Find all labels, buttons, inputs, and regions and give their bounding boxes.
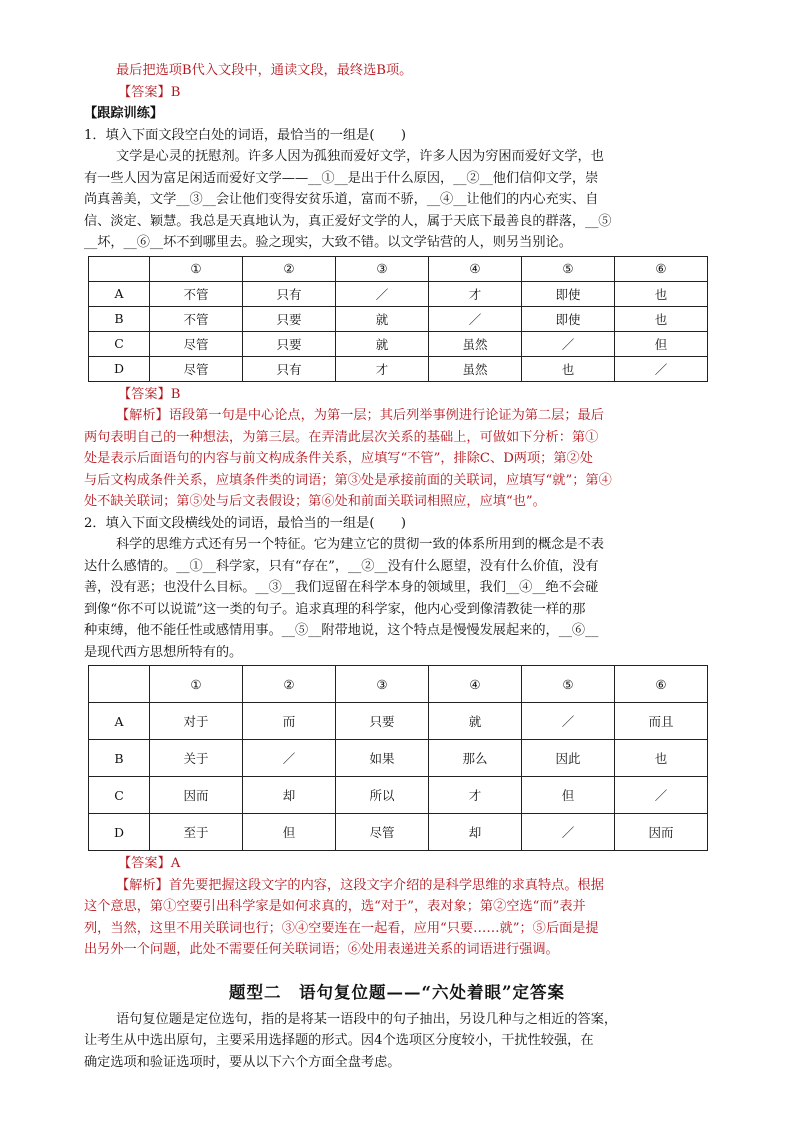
table-cell: 关于 [150,740,243,777]
table-cell: 也 [615,281,708,306]
table-cell: 至于 [150,814,243,851]
table-row [89,356,708,381]
document-page [84,60,710,1073]
table-cell: 虽然 [429,356,522,381]
q2-options-table [88,665,708,851]
q2-line-5: 种束缚，他不能任性或感情用事。__⑤__附带地说，这个特点是慢慢发展起来的，__⑥__ [84,623,599,638]
table-row [89,281,708,306]
table-cell: 就 [336,331,429,356]
q1-line-1: 文学是心灵的抚慰剂。许多人因为孤独而爱好文学，许多人因为穷困而爱好文学，也 [116,149,604,164]
table-cell: 不管 [150,306,243,331]
table-cell: 所以 [336,777,429,814]
table-cell: ② [243,256,336,281]
section-title: 题型二 语句复位题——“六处着眼”定答案 [229,982,565,1002]
q2-line-1: 科学的思维方式还有另一个特征。它为建立它的贯彻一致的体系所用到的概念是不表 [116,537,604,552]
table-row [89,331,708,356]
table-cell [89,666,150,703]
table-cell: 而 [243,703,336,740]
table-cell: 就 [429,703,522,740]
table-cell: ① [150,666,243,703]
table-cell: 才 [336,356,429,381]
q1-stem: 1．填入下面文段空白处的词语，最恰当的一组是( ) [84,127,406,143]
table-cell: ／ [615,777,708,814]
q2-line-4: 到像“你不可以说谎”这一类的句子。追求真理的科学家，他内心受到像清教徒一样的那 [84,601,586,617]
q1-analysis-line: 处不缺关联词；第⑤处与后文表假设；第⑥处和前面关联词相照应，应填“也”。 [84,494,546,509]
table-cell [89,256,150,281]
table-cell: 但 [615,331,708,356]
table-cell: D [89,814,150,851]
table-header-row [89,666,708,703]
table-cell: B [89,740,150,777]
table-cell: 虽然 [429,331,522,356]
table-cell: 如果 [336,740,429,777]
q1-analysis-line: 【解析】语段第一句是中心论点，为第一层；其后列举事例进行论证为第二层；最后 [116,408,604,423]
q1-line-4: 信、淡定、颖慧。我总是天真地认为，真正爱好文学的人，属于天底下最善良的群落，__⑤ [84,213,612,229]
table-cell: 只有 [243,356,336,381]
table-cell: 却 [429,814,522,851]
q2-analysis-line: 出另外一个问题，此处不需要任何关联词语；⑥处用表递进关系的词语进行强调。 [84,942,559,957]
q1-analysis-line: 两句表明自己的一种想法，为第三层。在弄清此层次关系的基础上，可做如下分析：第① [84,429,599,445]
section-body-line: 让考生从中选出原句，主要采用选择题的形式。因4个选项区分度较小，干扰性较强，在 [84,1033,594,1048]
q2-line-6: 是现代西方思想所特有的。 [84,644,243,660]
table-header-row [89,256,708,281]
table-cell: ／ [522,703,615,740]
table-cell: B [89,306,150,331]
table-cell: 却 [243,777,336,814]
table-cell: 尽管 [150,331,243,356]
table-cell: 即使 [522,306,615,331]
table-row [89,814,708,851]
q2-answer: 【答案】A [118,856,181,871]
q2-analysis-line: 【解析】首先要把握这段文字的内容，这段文字介绍的是科学思维的求真特点。根据 [116,877,604,893]
q1-line-2: 有一些人因为富足闲适而爱好文学——__①__是出于什么原因，__②__他们信仰文学，崇 [84,170,599,186]
table-cell: 因而 [150,777,243,814]
table-cell: 因而 [615,814,708,851]
table-cell: C [89,331,150,356]
table-cell: 但 [243,814,336,851]
table-row [89,703,708,740]
table-cell: 那么 [429,740,522,777]
q1-options-table [88,256,708,382]
table-cell: C [89,777,150,814]
q1-analysis-line: 与后文构成条件关系，应填条件类的词语；第③处是承接前面的关联词，应填写“就”；第④ [84,472,612,488]
table-cell: ④ [429,256,522,281]
q2-stem: 2．填入下面文段横线处的词语，最恰当的一组是( ) [84,515,406,531]
table-cell: D [89,356,150,381]
table-cell: ／ [243,740,336,777]
q1-answer: 【答案】B [118,386,181,402]
table-cell: ① [150,256,243,281]
table-row [89,777,708,814]
table-cell: 才 [429,777,522,814]
intro-answer: 【答案】B [118,84,181,100]
table-cell: ⑤ [522,256,615,281]
section-body-line: 语句复位题是定位选句，指的是将某一语段中的句子抽出，另设几种与之相近的答案， [116,1011,618,1027]
table-cell: ② [243,666,336,703]
table-cell: 因此 [522,740,615,777]
q1-line-5: __坏，__⑥__坏不到哪里去。验之现实，大致不错。以文学钻营的人，则另当别论。 [84,235,572,250]
q2-analysis-line: 列，当然，这里不用关联词也行；③④空要连在一起看，应用“只要……就”；⑤后面是提 [84,920,599,936]
table-cell: ⑥ [615,256,708,281]
table-cell: A [89,281,150,306]
table-cell: ③ [336,256,429,281]
table-cell: 才 [429,281,522,306]
table-cell: 不管 [150,281,243,306]
table-cell: 也 [522,356,615,381]
q1-line-3: 尚真善美，文学__③__会让他们变得安贫乐道，富而不骄，__④__让他们的内心充实、自 [84,192,599,207]
table-cell: 而且 [615,703,708,740]
table-cell: ⑥ [615,666,708,703]
q2-line-2: 达什么感情的。__①__科学家，只有“存在”，__②__没有什么愿望，没有什么价值，没有 [84,558,599,574]
table-cell: 只要 [243,306,336,331]
table-cell: ／ [615,356,708,381]
q2-analysis-line: 这个意思，第①空要引出科学家是如何求真的，选“对于”，表对象；第②空选“而”表并 [84,899,586,914]
table-cell: 对于 [150,703,243,740]
table-cell: 只要 [243,331,336,356]
table-cell: 也 [615,740,708,777]
table-cell: 尽管 [150,356,243,381]
table-row [89,740,708,777]
table-cell: A [89,703,150,740]
table-cell: 尽管 [336,814,429,851]
table-cell: 就 [336,306,429,331]
table-cell: ／ [522,814,615,851]
q1-analysis-line: 处是表示后面语句的内容与前文构成条件关系，应填写“不管”，排除C、D两项；第②处 [84,451,593,466]
section-heading: 【跟踪训练】 [84,106,164,121]
q2-line-3: 善，没有恶；也没什么目标。__③__我们逗留在科学本身的领域里，我们__④__绝不会碰 [84,580,599,595]
table-cell: 即使 [522,281,615,306]
table-cell: 只有 [243,281,336,306]
section-body-line: 确定选项和验证选项时，要从以下六个方面全盘考虑。 [84,1054,401,1070]
table-cell: ③ [336,666,429,703]
intro-line: 最后把选项B代入文段中，通读文段，最终选B项。 [116,63,413,78]
table-cell: ／ [522,331,615,356]
table-cell: 只要 [336,703,429,740]
table-cell: ／ [336,281,429,306]
table-cell: ／ [429,306,522,331]
table-row [89,306,708,331]
table-cell: 但 [522,777,615,814]
table-cell: ⑤ [522,666,615,703]
table-cell: ④ [429,666,522,703]
table-cell: 也 [615,306,708,331]
